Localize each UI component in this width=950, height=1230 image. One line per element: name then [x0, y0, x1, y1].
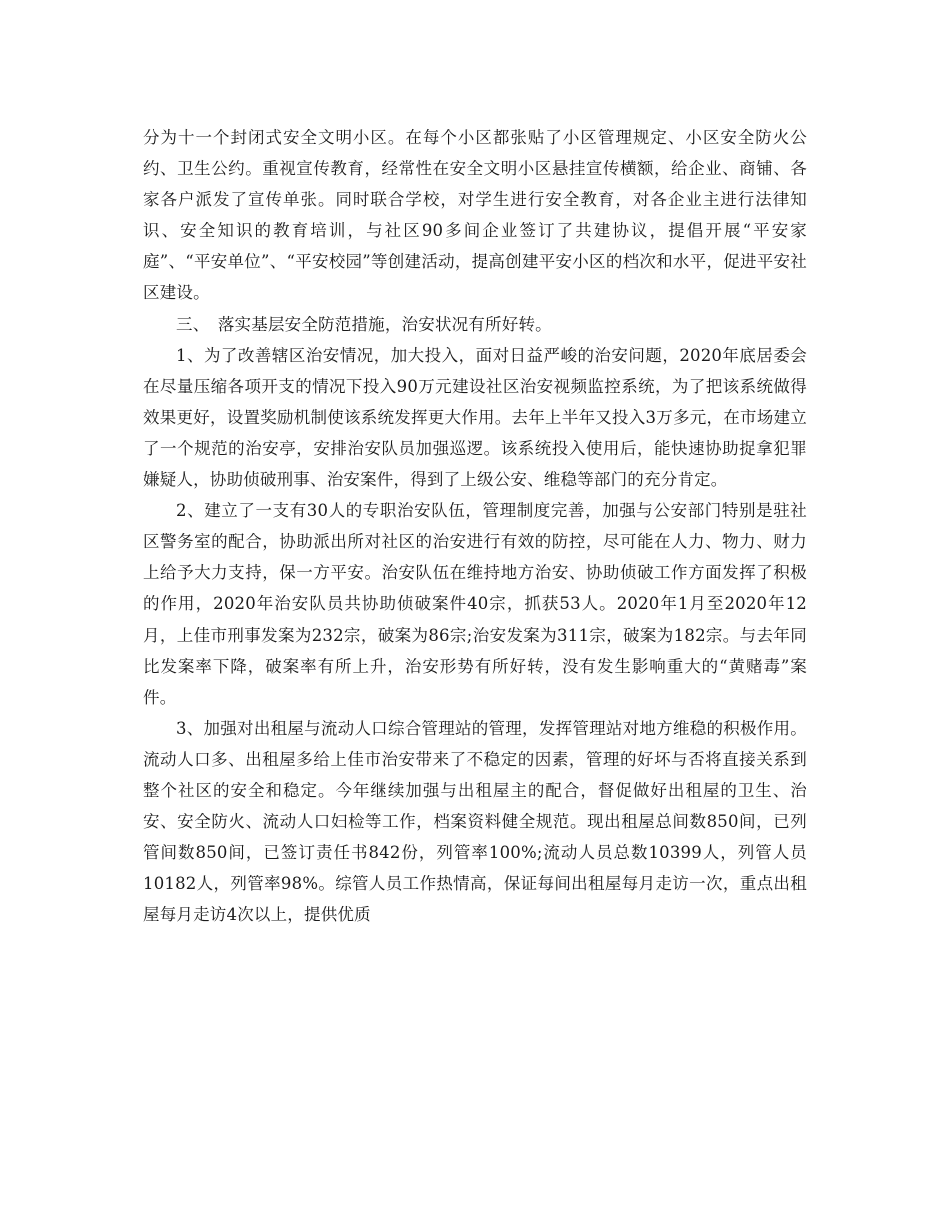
- paragraph-item-2: 2、建立了一支有30人的专职治安队伍，管理制度完善，加强与公安部门特别是驻社区警务室的配合，协助派出所对社区的治安进行有效的防控，尽可能在人力、物力、财力上给予大力支持，保一方平安。治安队伍在维持地方治安、协助侦破工作方面发挥了积极的作用，2020年治安队员共协助侦破案件40宗，抓获53人。2020年1月至2020年12月，上佳市刑事发案为232宗，破案为86宗;治安发案为311宗，破案为182宗。与去年同比发案率下降，破案率有所上升，治安形势有所好转，没有发生影响重大的“黄赌毒”案件。: [143, 501, 807, 707]
- paragraph-item-1: 1、为了改善辖区治安情况，加大投入，面对日益严峻的治安问题，2020年底居委会在尽量压缩各项开支的情况下投入90万元建设社区治安视频监控系统，为了把该系统做得效果更好，设置奖励机制使该系统发挥更大作用。去年上半年又投入3万多元，在市场建立了一个规范的治安亭，安排治安队员加强巡逻。该系统投入使用后，能快速协助捉拿犯罪嫌疑人，协助侦破刑事、治安案件，得到了上级公安、维稳等部门的充分肯定。: [143, 345, 807, 490]
- document-body: [143, 122, 807, 930]
- paragraph-item-3: 3、加强对出租屋与流动人口综合管理站的管理，发挥管理站对地方维稳的积极作用。流动人口多、出租屋多给上佳市治安带来了不稳定的因素，管理的好坏与否将直接关系到整个社区的安全和稳定。今年继续加强与出租屋主的配合，督促做好出租屋的卫生、治安、安全防火、流动人口妇检等工作，档案资料健全规范。现出租屋总间数850间，已列管间数850间，已签订责任书842份，列管率100%;流动人员总数10399人，列管人员10182人，列管率98%。综管人员工作热情高，保证每间出租屋每月走访一次，重点出租屋每月走访4次以上，提供优质: [143, 718, 807, 925]
- section-heading-3: 三、 落实基层安全防范措施，治安状况有所好转。: [176, 314, 552, 334]
- paragraph-1: 分为十一个封闭式安全文明小区。在每个小区都张贴了小区管理规定、小区安全防火公约、卫生公约。重视宣传教育，经常性在安全文明小区悬挂宣传横额，给企业、商铺、各家各户派发了宣传单张。同时联合学校，对学生进行安全教育，对各企业主进行法律知识、安全知识的教育培训，与社区90多间企业签订了共建协议，提倡开展“平安家庭”、“平安单位”、“平安校园”等创建活动，提高创建平安小区的档次和水平，促进平安社区建设。: [143, 128, 807, 303]
